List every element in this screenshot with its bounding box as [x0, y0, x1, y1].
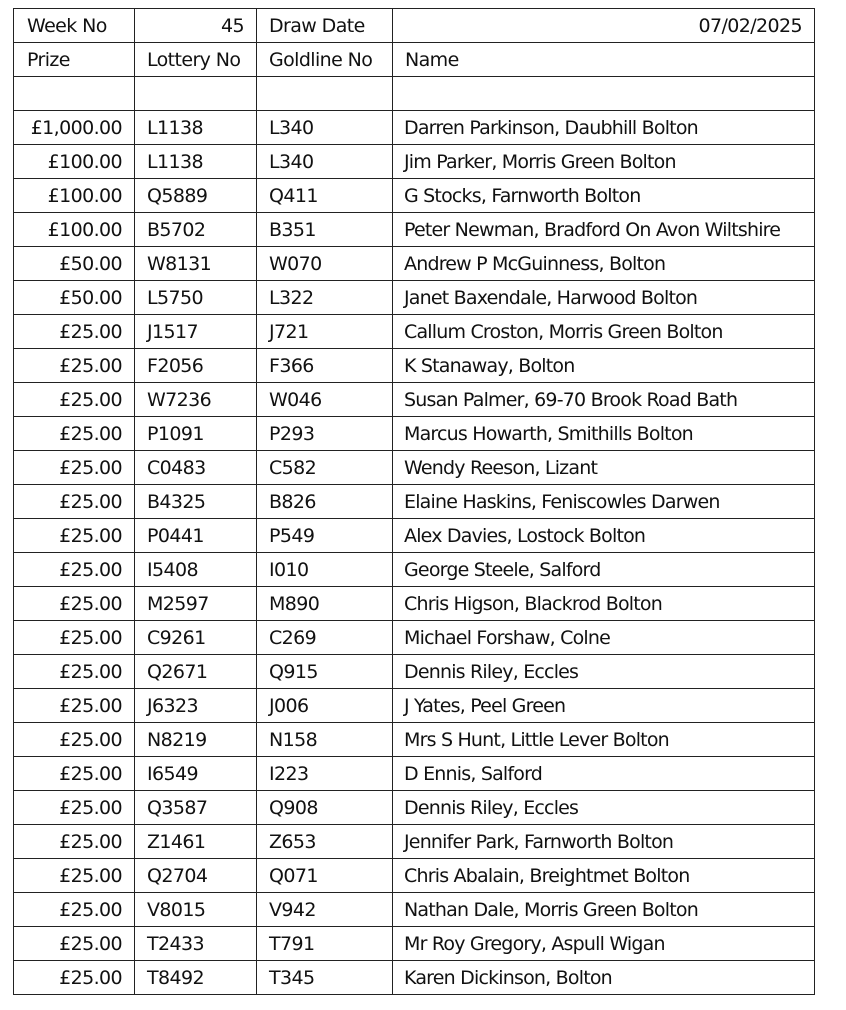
table-row [14, 315, 815, 349]
header-row-week [14, 9, 815, 43]
lottery-no-cell[interactable]: L5750 [135, 281, 257, 315]
table-row [14, 689, 815, 723]
lottery-no-cell[interactable]: P1091 [135, 417, 257, 451]
prize-cell[interactable]: £25.00 [14, 417, 135, 451]
column-header-prize[interactable]: Prize [14, 43, 135, 77]
draw-date-value[interactable]: 07/02/2025 [393, 9, 815, 43]
empty-row [14, 77, 815, 111]
prize-cell[interactable]: £25.00 [14, 621, 135, 655]
prize-cell[interactable]: £25.00 [14, 825, 135, 859]
prize-cell[interactable]: £25.00 [14, 383, 135, 417]
lottery-no-cell[interactable]: C0483 [135, 451, 257, 485]
goldline-no-cell[interactable]: W046 [257, 383, 393, 417]
prize-cell[interactable]: £25.00 [14, 961, 135, 995]
empty-cell[interactable] [14, 77, 135, 111]
lottery-no-cell[interactable]: W8131 [135, 247, 257, 281]
lottery-no-cell[interactable]: I5408 [135, 553, 257, 587]
goldline-no-cell[interactable]: L322 [257, 281, 393, 315]
name-cell[interactable]: Darren Parkinson, Daubhill Bolton [393, 111, 815, 145]
table-row [14, 281, 815, 315]
goldline-no-cell[interactable]: W070 [257, 247, 393, 281]
goldline-no-cell[interactable]: I223 [257, 757, 393, 791]
name-cell[interactable]: Dennis Riley, Eccles [393, 791, 815, 825]
name-cell[interactable]: Dennis Riley, Eccles [393, 655, 815, 689]
column-header-name[interactable]: Name [393, 43, 815, 77]
name-cell[interactable]: Jennifer Park, Farnworth Bolton [393, 825, 815, 859]
goldline-no-cell[interactable]: L340 [257, 145, 393, 179]
goldline-no-cell[interactable]: Q071 [257, 859, 393, 893]
name-cell[interactable]: Mrs S Hunt, Little Lever Bolton [393, 723, 815, 757]
week-no-label[interactable]: Week No [14, 9, 135, 43]
prize-cell[interactable]: £100.00 [14, 179, 135, 213]
name-cell[interactable]: D Ennis, Salford [393, 757, 815, 791]
table-row [14, 859, 815, 893]
table-row [14, 791, 815, 825]
draw-date-label[interactable]: Draw Date [257, 9, 393, 43]
lottery-no-cell[interactable]: Q2704 [135, 859, 257, 893]
goldline-no-cell[interactable]: J006 [257, 689, 393, 723]
prize-cell[interactable]: £25.00 [14, 791, 135, 825]
name-cell[interactable]: Michael Forshaw, Colne [393, 621, 815, 655]
table-row [14, 553, 815, 587]
goldline-no-cell[interactable]: P293 [257, 417, 393, 451]
goldline-no-cell[interactable]: T791 [257, 927, 393, 961]
name-cell[interactable]: K Stanaway, Bolton [393, 349, 815, 383]
table-row [14, 213, 815, 247]
name-cell[interactable]: Alex Davies, Lostock Bolton [393, 519, 815, 553]
goldline-no-cell[interactable]: B351 [257, 213, 393, 247]
prize-cell[interactable]: £50.00 [14, 247, 135, 281]
name-cell[interactable]: Karen Dickinson, Bolton [393, 961, 815, 995]
name-cell[interactable]: Callum Croston, Morris Green Bolton [393, 315, 815, 349]
goldline-no-cell[interactable]: Z653 [257, 825, 393, 859]
name-cell[interactable]: Susan Palmer, 69-70 Brook Road Bath [393, 383, 815, 417]
prize-cell[interactable]: £25.00 [14, 927, 135, 961]
goldline-no-cell[interactable]: I010 [257, 553, 393, 587]
goldline-no-cell[interactable]: J721 [257, 315, 393, 349]
lottery-no-cell[interactable]: Q3587 [135, 791, 257, 825]
name-cell[interactable]: Chris Abalain, Breightmet Bolton [393, 859, 815, 893]
name-cell[interactable]: Wendy Reeson, Lizant [393, 451, 815, 485]
prize-cell[interactable]: £25.00 [14, 893, 135, 927]
lottery-no-cell[interactable]: W7236 [135, 383, 257, 417]
goldline-no-cell[interactable]: C582 [257, 451, 393, 485]
name-cell[interactable]: George Steele, Salford [393, 553, 815, 587]
table-row [14, 247, 815, 281]
prize-cell[interactable]: £25.00 [14, 587, 135, 621]
table-row [14, 723, 815, 757]
results-table [13, 8, 815, 995]
goldline-no-cell[interactable]: T345 [257, 961, 393, 995]
column-header-row [14, 43, 815, 77]
lottery-no-cell[interactable]: P0441 [135, 519, 257, 553]
name-cell[interactable]: J Yates, Peel Green [393, 689, 815, 723]
prize-cell[interactable]: £1,000.00 [14, 111, 135, 145]
goldline-no-cell[interactable]: Q411 [257, 179, 393, 213]
name-cell[interactable]: Jim Parker, Morris Green Bolton [393, 145, 815, 179]
table-row [14, 451, 815, 485]
lottery-no-cell[interactable]: T2433 [135, 927, 257, 961]
prize-cell[interactable]: £25.00 [14, 485, 135, 519]
lottery-no-cell[interactable]: B5702 [135, 213, 257, 247]
table-row [14, 383, 815, 417]
table-row [14, 961, 815, 995]
prize-cell[interactable]: £25.00 [14, 655, 135, 689]
goldline-no-cell[interactable]: Q908 [257, 791, 393, 825]
lottery-no-cell[interactable]: T8492 [135, 961, 257, 995]
goldline-no-cell[interactable]: C269 [257, 621, 393, 655]
prize-cell[interactable]: £100.00 [14, 145, 135, 179]
lottery-no-cell[interactable]: Q2671 [135, 655, 257, 689]
lottery-no-cell[interactable]: J1517 [135, 315, 257, 349]
name-cell[interactable]: Marcus Howarth, Smithills Bolton [393, 417, 815, 451]
table-row [14, 111, 815, 145]
name-cell[interactable]: Mr Roy Gregory, Aspull Wigan [393, 927, 815, 961]
prize-cell[interactable]: £25.00 [14, 859, 135, 893]
table-row [14, 417, 815, 451]
prize-cell[interactable]: £25.00 [14, 757, 135, 791]
name-cell[interactable]: Chris Higson, Blackrod Bolton [393, 587, 815, 621]
lottery-no-cell[interactable]: F2056 [135, 349, 257, 383]
goldline-no-cell[interactable]: V942 [257, 893, 393, 927]
lottery-no-cell[interactable]: N8219 [135, 723, 257, 757]
prize-cell[interactable]: £50.00 [14, 281, 135, 315]
goldline-no-cell[interactable]: L340 [257, 111, 393, 145]
name-cell[interactable]: Peter Newman, Bradford On Avon Wiltshire [393, 213, 815, 247]
empty-cell[interactable] [393, 77, 815, 111]
goldline-no-cell[interactable]: B826 [257, 485, 393, 519]
prize-cell[interactable]: £25.00 [14, 519, 135, 553]
lottery-no-cell[interactable]: V8015 [135, 893, 257, 927]
lottery-no-cell[interactable]: Z1461 [135, 825, 257, 859]
lottery-no-cell[interactable]: M2597 [135, 587, 257, 621]
goldline-no-cell[interactable]: N158 [257, 723, 393, 757]
table-row [14, 485, 815, 519]
lottery-no-cell[interactable]: B4325 [135, 485, 257, 519]
goldline-no-cell[interactable]: Q915 [257, 655, 393, 689]
prize-cell[interactable]: £25.00 [14, 689, 135, 723]
prize-cell[interactable]: £25.00 [14, 553, 135, 587]
table-row [14, 825, 815, 859]
column-header-goldline-no[interactable]: Goldline No [257, 43, 393, 77]
name-cell[interactable]: Nathan Dale, Morris Green Bolton [393, 893, 815, 927]
lottery-no-cell[interactable]: J6323 [135, 689, 257, 723]
prize-cell[interactable]: £25.00 [14, 315, 135, 349]
name-cell[interactable]: Janet Baxendale, Harwood Bolton [393, 281, 815, 315]
table-row [14, 621, 815, 655]
name-cell[interactable]: Andrew P McGuinness, Bolton [393, 247, 815, 281]
results-table-body [14, 9, 815, 995]
name-cell[interactable]: G Stocks, Farnworth Bolton [393, 179, 815, 213]
goldline-no-cell[interactable]: M890 [257, 587, 393, 621]
table-row [14, 145, 815, 179]
goldline-no-cell[interactable]: P549 [257, 519, 393, 553]
lottery-no-cell[interactable]: I6549 [135, 757, 257, 791]
table-row [14, 927, 815, 961]
table-row [14, 587, 815, 621]
table-row [14, 655, 815, 689]
table-row [14, 893, 815, 927]
lottery-no-cell[interactable]: L1138 [135, 145, 257, 179]
table-row [14, 519, 815, 553]
empty-cell[interactable] [135, 77, 257, 111]
column-header-lottery-no[interactable]: Lottery No [135, 43, 257, 77]
week-no-value[interactable]: 45 [135, 9, 257, 43]
goldline-no-cell[interactable]: F366 [257, 349, 393, 383]
prize-cell[interactable]: £25.00 [14, 349, 135, 383]
name-cell[interactable]: Elaine Haskins, Feniscowles Darwen [393, 485, 815, 519]
prize-cell[interactable]: £25.00 [14, 451, 135, 485]
table-row [14, 179, 815, 213]
lottery-no-cell[interactable]: Q5889 [135, 179, 257, 213]
empty-cell[interactable] [257, 77, 393, 111]
lottery-no-cell[interactable]: C9261 [135, 621, 257, 655]
table-row [14, 349, 815, 383]
table-row [14, 757, 815, 791]
lottery-no-cell[interactable]: L1138 [135, 111, 257, 145]
prize-cell[interactable]: £25.00 [14, 723, 135, 757]
prize-cell[interactable]: £100.00 [14, 213, 135, 247]
